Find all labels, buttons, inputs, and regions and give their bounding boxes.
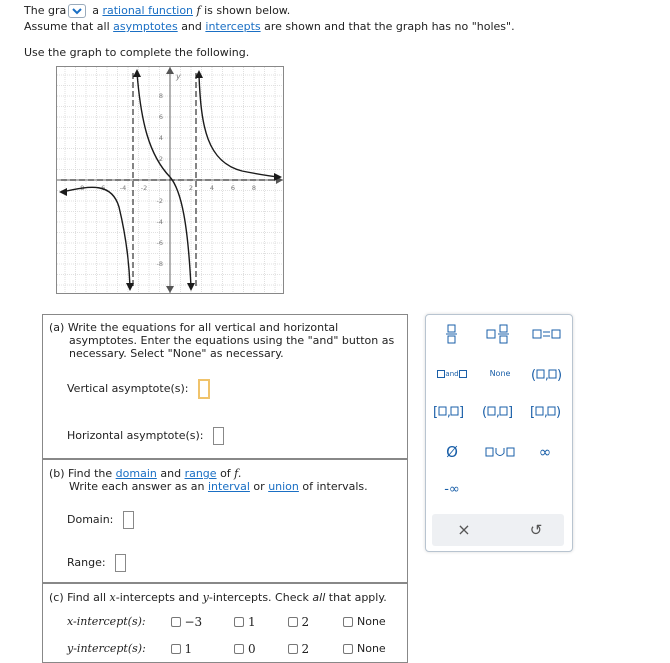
svg-text:[: [ bbox=[433, 405, 439, 420]
open-interval-button[interactable] bbox=[528, 365, 566, 383]
checkbox[interactable] bbox=[288, 644, 298, 654]
x-intercept-row bbox=[67, 615, 407, 629]
x-intercept-option[interactable] bbox=[288, 615, 340, 629]
y-intercept-option-none[interactable] bbox=[343, 642, 386, 655]
x-tick-label: -4 bbox=[119, 184, 127, 192]
option-label: 2 bbox=[301, 642, 310, 656]
option-label: −3 bbox=[184, 615, 203, 629]
part-b-text: of bbox=[220, 467, 231, 480]
union-link[interactable]: union bbox=[268, 480, 299, 493]
y-intercept-row bbox=[67, 642, 407, 656]
part-b-instructions bbox=[49, 467, 368, 493]
negative-infinity-button[interactable]: -∞ bbox=[444, 482, 460, 497]
vertical-asymptote-label: Vertical asymptote(s): bbox=[67, 382, 189, 395]
closed-interval-icon bbox=[430, 402, 470, 420]
close-button[interactable] bbox=[452, 520, 476, 540]
domain-row bbox=[67, 511, 134, 529]
union-button[interactable] bbox=[482, 443, 518, 461]
open-closed-interval-icon bbox=[479, 402, 519, 420]
domain-label: Domain: bbox=[67, 513, 114, 526]
x-tick-label: -2 bbox=[140, 184, 148, 192]
empty-set-button[interactable]: Ø bbox=[446, 443, 458, 461]
reset-button[interactable] bbox=[524, 520, 548, 540]
closed-open-interval-icon bbox=[527, 402, 567, 420]
mixed-number-button[interactable] bbox=[484, 323, 518, 345]
palette-action-bar bbox=[432, 514, 564, 546]
range-row bbox=[67, 554, 126, 572]
y-tick-label: 2 bbox=[158, 155, 163, 163]
checkbox[interactable] bbox=[171, 644, 181, 654]
x-intercept-label: x-intercept(s): bbox=[67, 615, 146, 628]
intro-line-1 bbox=[24, 3, 515, 19]
part-a-box bbox=[42, 314, 408, 460]
svg-text:,: , bbox=[447, 405, 451, 419]
option-label: None bbox=[357, 642, 386, 655]
y-tick-label: 8 bbox=[158, 92, 163, 100]
svg-text:): ) bbox=[557, 368, 563, 383]
intro-line-2 bbox=[24, 19, 515, 35]
option-label: None bbox=[357, 615, 386, 628]
domain-link[interactable]: domain bbox=[115, 467, 157, 480]
part-b-text: of intervals. bbox=[302, 480, 368, 493]
x-tick-label: 4 bbox=[209, 184, 215, 192]
part-b-text: (b) Find the bbox=[49, 467, 113, 480]
intro-text-fragment: is shown below. bbox=[204, 4, 291, 17]
checkbox[interactable] bbox=[171, 617, 181, 627]
part-c-text: all bbox=[312, 591, 326, 604]
interval-link[interactable]: interval bbox=[207, 480, 250, 493]
svg-text:]: ] bbox=[459, 405, 465, 420]
part-c-text: that apply. bbox=[328, 591, 387, 604]
union-icon bbox=[482, 443, 518, 461]
math-palette bbox=[425, 314, 573, 552]
checkbox[interactable] bbox=[343, 644, 353, 654]
equals-icon bbox=[530, 323, 564, 345]
option-label: 1 bbox=[248, 615, 256, 629]
dropdown-toggle[interactable] bbox=[68, 4, 86, 18]
svg-text:,: , bbox=[545, 368, 549, 382]
mixed-number-icon bbox=[484, 323, 518, 345]
function-symbol: f bbox=[196, 4, 201, 17]
curve-right-branch bbox=[199, 75, 279, 177]
x-tick-label: 2 bbox=[188, 184, 194, 192]
curve-arrow-left-down bbox=[126, 283, 134, 291]
horizontal-asymptote-input[interactable] bbox=[213, 427, 224, 445]
x-tick-label: -8 bbox=[77, 184, 85, 192]
closed-interval-button[interactable] bbox=[430, 402, 470, 420]
x-intercept-option[interactable] bbox=[171, 615, 231, 629]
x-tick-label: 6 bbox=[230, 184, 236, 192]
x-tick-label: 8 bbox=[251, 184, 257, 192]
part-a-line: necessary. Select "None" as necessary. bbox=[69, 347, 284, 360]
graph-panel bbox=[56, 66, 284, 294]
x-intercept-option[interactable] bbox=[234, 615, 284, 629]
part-c-text: -intercepts and bbox=[115, 591, 200, 604]
part-a-line: (a) Write the equations for all vertical and horizontal bbox=[49, 321, 339, 334]
y-intercept-option[interactable] bbox=[234, 642, 284, 656]
part-b-text: or bbox=[253, 480, 265, 493]
y-tick-label: -4 bbox=[156, 218, 163, 226]
undo-icon: ↺ bbox=[529, 521, 543, 539]
part-b-box bbox=[42, 458, 408, 584]
svg-text:,: , bbox=[544, 405, 548, 419]
chevron-down-icon bbox=[69, 5, 85, 17]
closed-open-interval-button[interactable] bbox=[527, 402, 567, 420]
part-b-line-2 bbox=[49, 480, 368, 493]
intro-line-3: Use the graph to complete the following. bbox=[24, 46, 250, 59]
and-label: and bbox=[445, 370, 459, 378]
x-intercept-option-none[interactable] bbox=[343, 615, 386, 628]
intro-text-fragment: The gra bbox=[24, 4, 67, 17]
fraction-icon bbox=[440, 323, 464, 345]
vertical-asymptote-row bbox=[67, 379, 210, 399]
y-intercept-option[interactable] bbox=[288, 642, 340, 656]
function-symbol: f. bbox=[234, 467, 242, 480]
part-c-instructions bbox=[49, 591, 387, 604]
svg-text:): ) bbox=[556, 405, 562, 420]
part-b-line-1 bbox=[49, 467, 368, 480]
part-c-text: -intercepts. Check bbox=[208, 591, 309, 604]
y-tick-label: -8 bbox=[156, 260, 163, 268]
svg-text:,: , bbox=[496, 405, 500, 419]
horizontal-asymptote-row bbox=[67, 427, 224, 445]
infinity-button[interactable]: ∞ bbox=[538, 443, 552, 461]
part-a-line: asymptotes. Enter the equations using the "and" button as bbox=[69, 334, 395, 347]
box-icon bbox=[459, 370, 467, 378]
horizontal-asymptote-label: Horizontal asymptote(s): bbox=[67, 429, 204, 442]
range-link[interactable]: range bbox=[184, 467, 217, 480]
svg-text:(: ( bbox=[482, 405, 488, 420]
y-variable: y bbox=[202, 591, 209, 604]
y-tick-label: -2 bbox=[156, 197, 163, 205]
asymptotes-link[interactable]: asymptotes bbox=[113, 20, 178, 33]
part-c-box bbox=[42, 582, 408, 663]
y-tick-label: 6 bbox=[158, 113, 163, 121]
checkbox[interactable] bbox=[234, 617, 244, 627]
rational-function-link[interactable]: rational function bbox=[102, 4, 194, 17]
y-intercept-label: y-intercept(s): bbox=[67, 642, 146, 655]
y-axis-label: y bbox=[176, 72, 181, 81]
y-intercept-option[interactable] bbox=[171, 642, 231, 656]
curve-arrow-mid-down bbox=[187, 283, 195, 291]
range-input[interactable] bbox=[115, 554, 126, 572]
part-b-text: Write each answer as an bbox=[69, 480, 205, 493]
checkbox[interactable] bbox=[234, 644, 244, 654]
svg-text:(: ( bbox=[531, 368, 537, 383]
none-button[interactable]: None bbox=[489, 369, 511, 378]
range-label: Range: bbox=[67, 556, 106, 569]
intro-text bbox=[24, 3, 515, 61]
open-interval-icon bbox=[528, 365, 566, 383]
checkbox[interactable] bbox=[288, 617, 298, 627]
option-label: 2 bbox=[301, 615, 310, 629]
curve-arrow-mid-up bbox=[133, 69, 141, 77]
intro-text-fragment: Assume that all bbox=[24, 20, 110, 33]
fraction-button[interactable] bbox=[440, 323, 464, 345]
svg-text:[: [ bbox=[530, 405, 536, 420]
svg-text:]: ] bbox=[508, 405, 514, 420]
and-button[interactable] bbox=[434, 366, 470, 382]
checkbox[interactable] bbox=[343, 617, 353, 627]
equals-button[interactable] bbox=[530, 323, 564, 345]
y-axis-arrow-down bbox=[166, 286, 174, 293]
rational-function-graph bbox=[57, 67, 283, 293]
intro-text-fragment: are shown and that the graph has no "holes". bbox=[264, 20, 515, 33]
option-label: 0 bbox=[248, 642, 256, 656]
option-label: 1 bbox=[184, 642, 193, 656]
y-axis-arrow-up bbox=[166, 67, 174, 74]
domain-input[interactable] bbox=[123, 511, 134, 529]
part-b-text: and bbox=[160, 467, 182, 480]
curve-arrow-left bbox=[59, 188, 67, 196]
x-variable: x bbox=[109, 591, 116, 604]
open-closed-interval-button[interactable] bbox=[479, 402, 519, 420]
part-a-instructions bbox=[49, 321, 394, 360]
y-tick-label: 4 bbox=[158, 134, 163, 142]
intercepts-link[interactable]: intercepts bbox=[205, 20, 261, 33]
y-tick-label: -6 bbox=[156, 239, 163, 247]
vertical-asymptote-input[interactable] bbox=[198, 379, 210, 399]
curve-left-branch bbox=[62, 187, 130, 287]
intro-text-fragment: and bbox=[181, 20, 202, 33]
x-tick-label: -6 bbox=[98, 184, 106, 192]
intro-text-fragment: a bbox=[92, 4, 99, 17]
part-c-text: (c) Find all bbox=[49, 591, 107, 604]
close-icon: × bbox=[457, 520, 471, 539]
